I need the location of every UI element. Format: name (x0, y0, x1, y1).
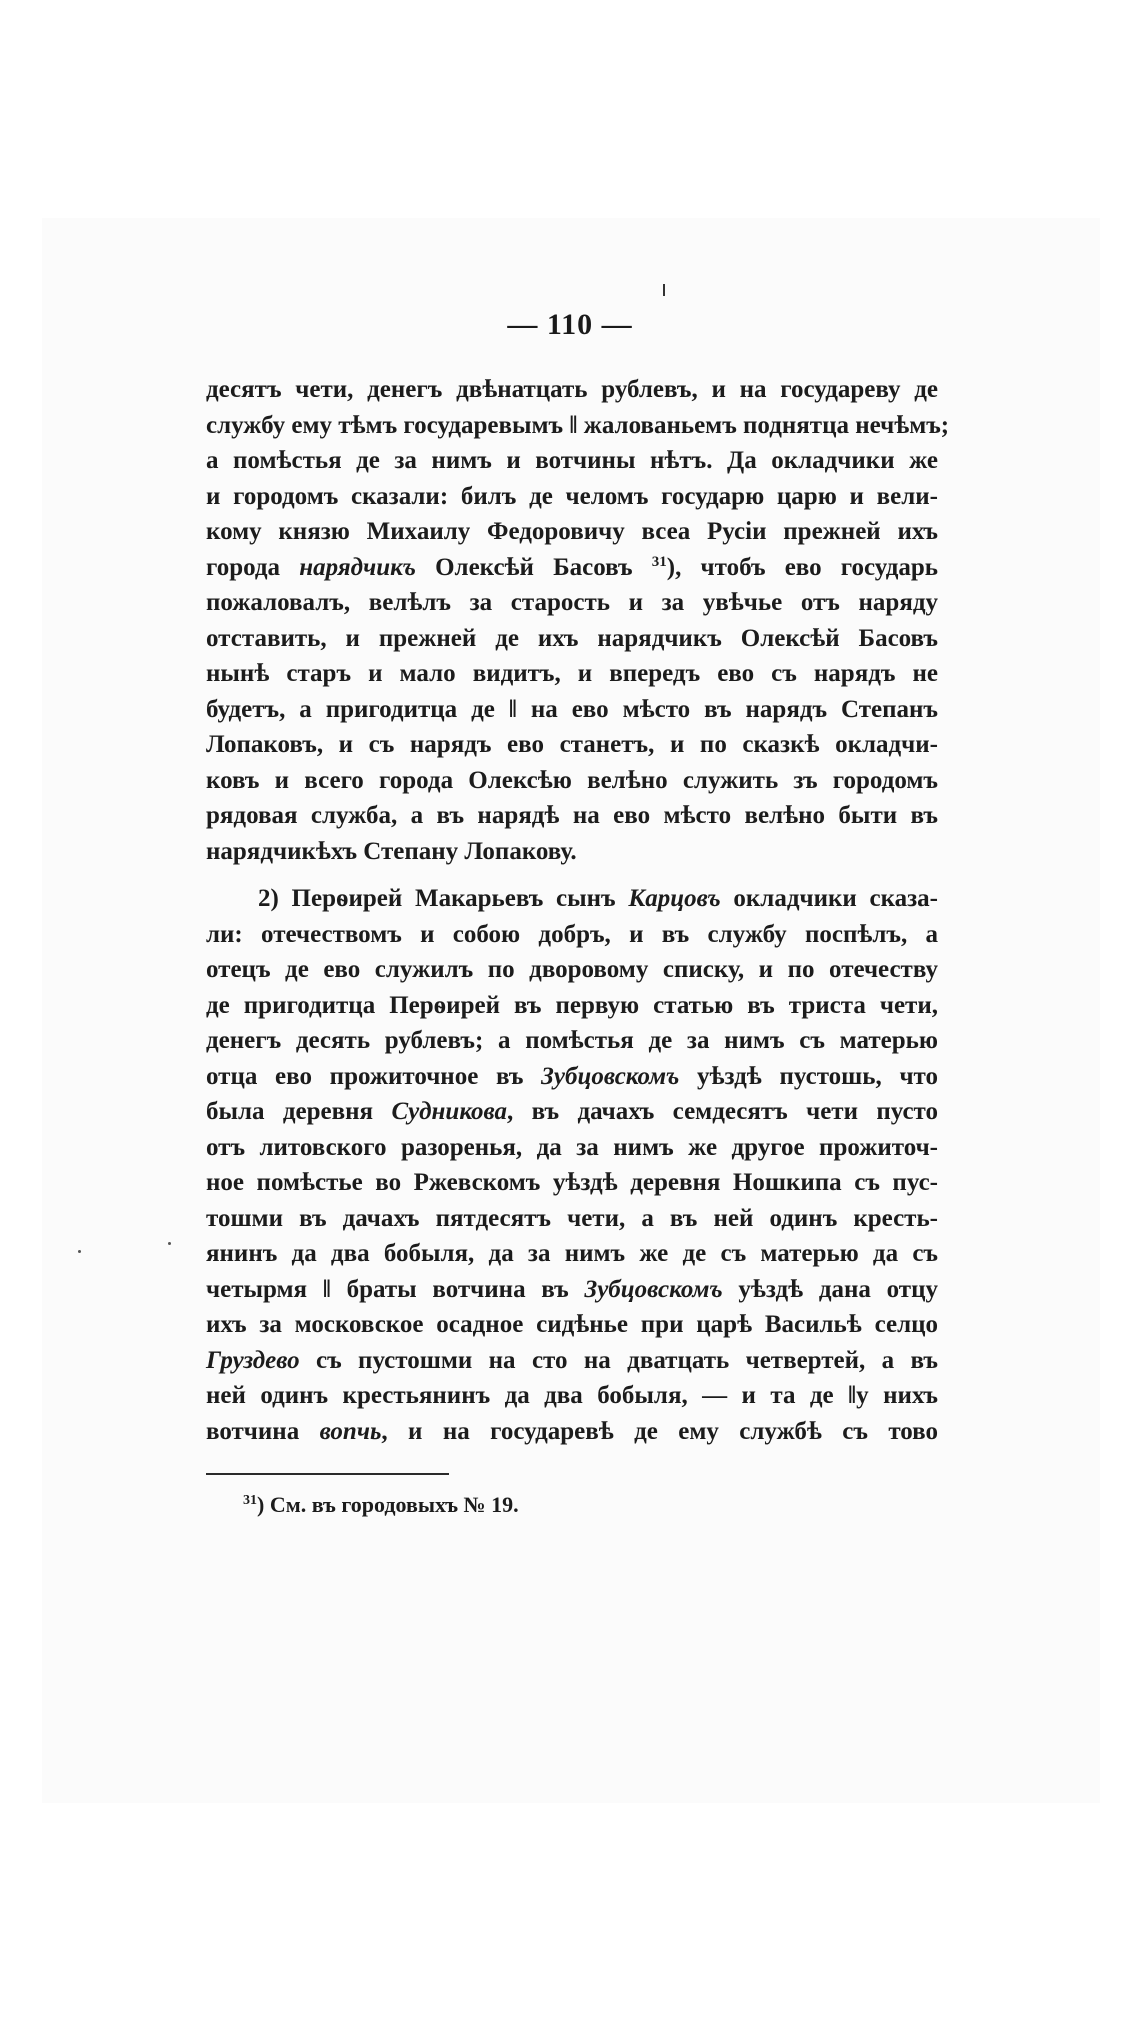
text-line: четырмя ‖ браты вотчина въ Зубцовскомъ уѣздѣ дана отцу (206, 1275, 938, 1303)
text-line: янинъ да два бобыля, да за нимъ же де съ матерью да съ (206, 1240, 938, 1267)
text-line: денегъ десять рублевъ; а помѣстья де за нимъ съ матерью (206, 1027, 938, 1054)
text-line: тошми въ дачахъ пятдесятъ чети, а въ ней одинъ кресть- (206, 1204, 938, 1232)
page-number: — 110 — (507, 308, 633, 341)
text-line: отъ литовского разоренья, да за нимъ же другое прожиточ- (206, 1133, 938, 1161)
text-line: ли: отечествомъ и собою добръ, и въ службу поспѣлъ, а (206, 920, 938, 948)
text-line: нынѣ старъ и мало видитъ, и впередъ ево съ нарядъ не (206, 660, 938, 687)
text-line: десятъ чети, денегъ двѣнатцать рублевъ, и на государеву де (206, 376, 938, 403)
print-speck (78, 1250, 81, 1253)
footnote (243, 1492, 519, 1518)
text-line: де пригодитца Перѳирей въ первую статью въ триста чети, (206, 991, 938, 1019)
text-line: отца ево прожиточное въ Зубцовскомъ уѣздѣ пустошь, что (206, 1062, 939, 1090)
text-line: кому князю Михаилу Федоровичу всеа Русіи прежней ихъ (206, 518, 938, 545)
footnote-ref: 31 (651, 553, 667, 570)
italic-term: Карцовъ (628, 885, 721, 912)
text-line: будетъ, а пригодитца де ‖ на ево мѣсто въ нарядъ Степанъ (206, 695, 938, 723)
text-line: нарядчикѣхъ Степану Лопакову. (206, 837, 577, 865)
text-line: ихъ за московское осадное сидѣнье при царѣ Васильѣ селцо (206, 1311, 938, 1338)
body-text (206, 372, 950, 1449)
italic-term: Груздево (206, 1346, 300, 1374)
text-line: Груздево съ пустошми на сто на дватцать четвертей, а въ (206, 1346, 938, 1374)
italic-term: нарядчикъ (299, 553, 416, 581)
footnote-text: ) См. въ городовыхъ № 19. (257, 1492, 519, 1517)
text-line: службу ему тѣмъ государевымъ ‖ жалованьемъ поднятца нечѣмъ; (206, 411, 950, 439)
print-mark (663, 284, 665, 296)
italic-term: вопчь (319, 1417, 382, 1445)
text-line: а помѣстья де за нимъ и вотчины нѣтъ. Да окладчики же (206, 447, 938, 474)
text-line: 2) Перѳирей Макарьевъ сынъ Карцовъ окладчики сказа- (258, 885, 938, 912)
text-line: отставить, и прежней де ихъ нарядчикъ Олексѣй Басовъ (206, 624, 938, 652)
footnote-divider (206, 1473, 449, 1475)
footnote-marker: 31 (243, 1493, 257, 1508)
text-line: ковъ и всего города Олексѣю велѣно служить зъ городомъ (206, 766, 938, 794)
text-line: и городомъ сказали: билъ де челомъ государю царю и вели- (206, 482, 938, 510)
text-line: отецъ де ево служилъ по дворовому списку, и по отечеству (206, 956, 938, 983)
text-line: вотчина вопчь, и на государевѣ де ему службѣ съ тово (206, 1417, 938, 1445)
italic-term: Зубцовскомъ (584, 1275, 723, 1303)
text-line: ное помѣстье во Ржевскомъ уѣздѣ деревня Ношкипа съ пус- (206, 1169, 938, 1196)
text-line: была деревня Судникова, въ дачахъ семдесятъ чети пусто (206, 1098, 939, 1125)
text-line: рядовая служба, а въ нарядѣ на ево мѣсто велѣно быти въ (206, 802, 938, 829)
italic-term: Зубцовскомъ (541, 1062, 680, 1090)
text-line: Лопаковъ, и съ нарядъ ево станетъ, и по сказкѣ окладчи- (206, 731, 938, 758)
print-speck (168, 1242, 171, 1245)
text-line: ней одинъ крестьянинъ да два бобыля, — и та де ‖у нихъ (206, 1382, 938, 1409)
text-line: города нарядчикъ Олексѣй Басовъ $^{31}$), чтобъ ево государь (206, 553, 938, 581)
text-line: пожаловалъ, велѣлъ за старость и за увѣчье отъ наряду (206, 589, 938, 616)
italic-term: Судникова (391, 1098, 508, 1125)
